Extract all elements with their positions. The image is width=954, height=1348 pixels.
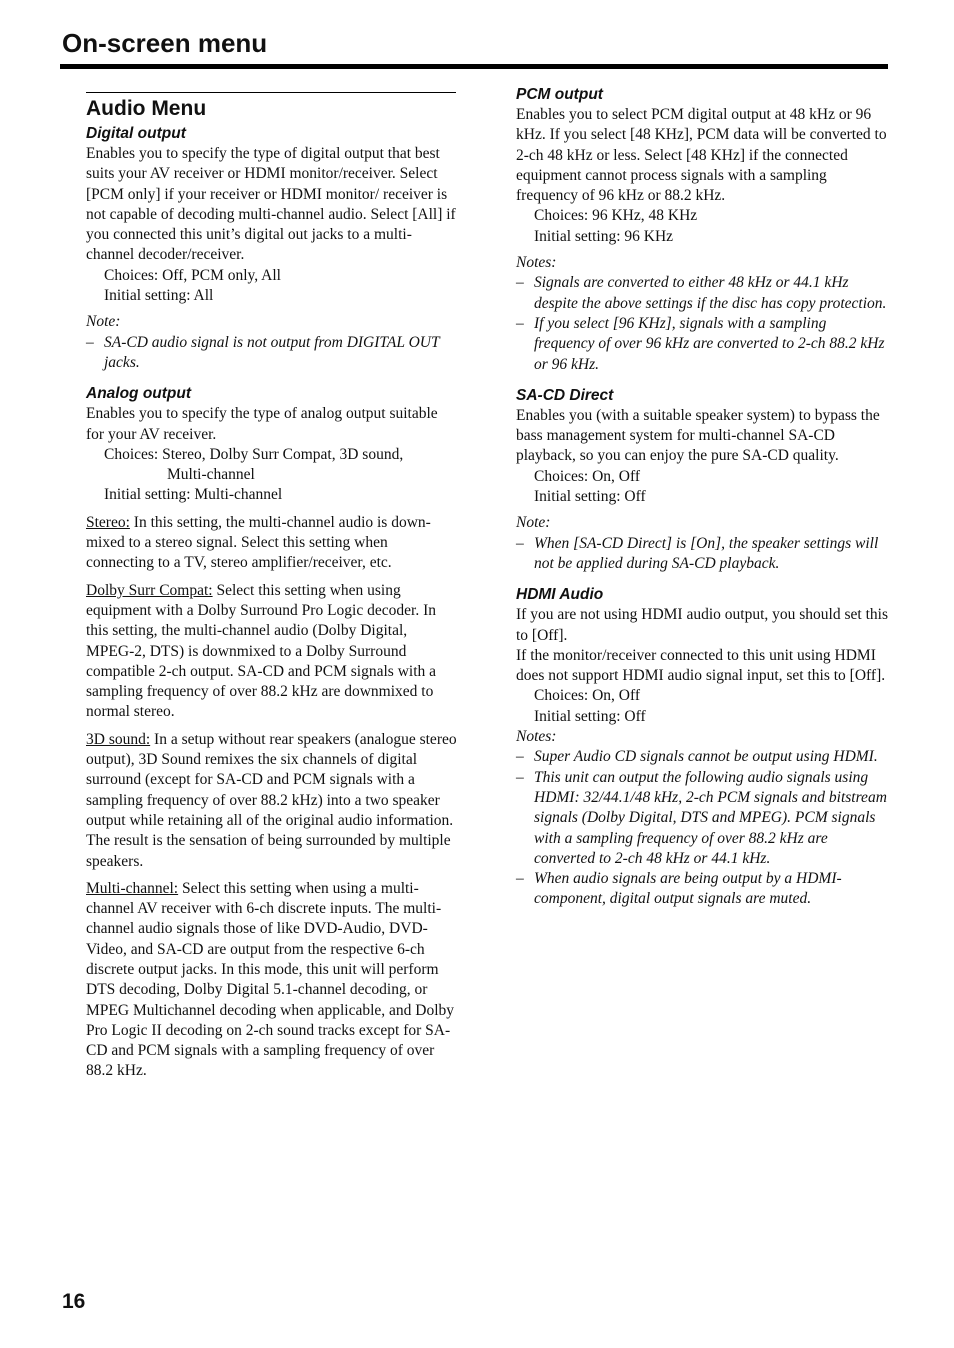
heading-digital-output: Digital output bbox=[86, 125, 186, 142]
stereo-term: Stereo: bbox=[86, 513, 130, 531]
section-title-audio-menu: Audio Menu bbox=[86, 97, 207, 120]
digital-output-choices: Choices: Off, PCM only, All bbox=[104, 266, 281, 284]
dolby-term: Dolby Surr Compat: bbox=[86, 581, 213, 599]
note-text: When audio signals are being output by a HDMI-component, digital output signals are muted. bbox=[534, 870, 842, 908]
section-rule bbox=[86, 92, 456, 93]
heading-pcm-output: PCM output bbox=[516, 86, 603, 103]
multi-channel-text: Select this setting when using a multi-channel AV receiver with 6-ch discrete inputs. The multi-channel audio signals those of like DVD-Audio, DVD-Video, and SA-CD are output from the respective 6-ch discrete output jacks. In this mode, this unit will perform DTS decoding, Dolby Digital 5.1-channel decoding, or MPEG Multichannel decoding when applicable, and Dolby Pro Logic II decoding on 2-ch sound tracks except for SA-CD and PCM signals with a sampling frequency of over 88.2 kHz. bbox=[86, 879, 455, 1080]
heading-hdmi-audio: HDMI Audio bbox=[516, 586, 604, 604]
note-dash: – bbox=[516, 748, 524, 766]
sacd-direct-initial: Initial setting: Off bbox=[534, 488, 646, 506]
pcm-output-note bbox=[516, 273, 888, 314]
note-text: When [SA-CD Direct] is [On], the speaker settings will not be applied during SA-CD playback. bbox=[534, 534, 879, 572]
sacd-direct-note bbox=[516, 534, 888, 575]
dolby-text: Select this setting when using equipment with a Dolby Surround Pro Logic decoder. In this setting, the multi-channel audio (Dolby Digital, MPEG-2, DTS) is downmixed to a Dolby Surround compatible 2-ch output. SA-CD and PCM signals with a sampling frequency of over 88.2 kHz are downmixed to normal stereo. bbox=[86, 581, 437, 721]
hdmi-audio-choices: Choices: On, Off bbox=[534, 687, 641, 705]
header-rule bbox=[60, 64, 888, 69]
digital-output-note-label: Note: bbox=[86, 313, 121, 331]
note-dash: – bbox=[516, 314, 524, 332]
heading-analog-output: Analog output bbox=[86, 385, 192, 403]
multi-channel-paragraph bbox=[86, 879, 458, 1082]
analog-output-body: Enables you to specify the type of analog output suitable for your AV receiver. bbox=[86, 405, 438, 443]
note-text: Super Audio CD signals cannot be output using HDMI. bbox=[534, 748, 878, 766]
left-column bbox=[86, 92, 458, 1082]
hdmi-audio-note bbox=[516, 747, 888, 767]
sound3d-term: 3D sound: bbox=[86, 730, 151, 748]
sound3d-paragraph bbox=[86, 730, 458, 872]
sacd-direct-note-label: Note: bbox=[516, 514, 551, 532]
page-header-title: On-screen menu bbox=[62, 28, 268, 58]
stereo-text: In this setting, the multi-channel audio is down-mixed to a stereo signal. Select this setting when connecting to a TV, stereo amplifier/receiver, etc. bbox=[86, 513, 431, 572]
note-dash: – bbox=[516, 534, 524, 552]
dolby-paragraph bbox=[86, 581, 458, 723]
hdmi-audio-note bbox=[516, 869, 888, 910]
hdmi-audio-notes-label: Notes: bbox=[516, 728, 557, 746]
analog-output-choices-cont: Multi-channel bbox=[167, 466, 255, 484]
note-dash: – bbox=[516, 274, 524, 292]
digital-output-initial: Initial setting: All bbox=[104, 287, 214, 305]
analog-output-choices: Choices: Stereo, Dolby Surr Compat, 3D sound, bbox=[104, 445, 404, 463]
stereo-paragraph bbox=[86, 513, 458, 574]
digital-output-note bbox=[86, 333, 458, 374]
note-text: SA-CD audio signal is not output from DIGITAL OUT jacks. bbox=[104, 333, 440, 371]
hdmi-audio-initial: Initial setting: Off bbox=[534, 707, 646, 725]
note-text: This unit can output the following audio signals using HDMI: 32/44.1/48 kHz, 2-ch PCM signals and bitstream signals (Dolby Digital, DTS and MPEG). PCM signals with a sampling frequency of over 88.2 kHz are converted to 2-ch 48 kHz or 44.1 kHz. bbox=[534, 768, 887, 867]
digital-output-body: Enables you to specify the type of digital output that best suits your AV receiver or HDMI monitor/receiver. Select [PCM only] if your receiver or HDMI monitor/ receiver is not capable of decoding multi-channel audio. Select [All] if you connected this unit’s digital out jacks to a multi-channel decoder/receiver. bbox=[86, 145, 456, 264]
analog-output-initial: Initial setting: Multi-channel bbox=[104, 486, 283, 504]
note-text: If you select [96 KHz], signals with a sampling frequency of over 96 kHz are converted to 2-ch 88.2 kHz or 96 kHz. bbox=[534, 314, 885, 373]
note-text: Signals are converted to either 48 kHz or 44.1 kHz despite the above settings if the disc has copy protection. bbox=[534, 274, 887, 312]
pcm-output-body: Enables you to select PCM digital output at 48 kHz or 96 kHz. If you select [48 KHz], PCM data will be converted to 2-ch 48 kHz or less. Select [48 KHz] if the connected equipment cannot process signals with a sampling frequency of 96 kHz or 88.2 kHz. bbox=[516, 106, 887, 205]
hdmi-audio-body-2: If the monitor/receiver connected to this unit using HDMI does not support HDMI audio signal input, set this to [Off]. bbox=[516, 646, 886, 685]
multi-channel-term: Multi-channel: bbox=[86, 879, 179, 897]
sacd-direct-choices: Choices: On, Off bbox=[534, 467, 641, 485]
right-column bbox=[516, 84, 888, 910]
page-number: 16 bbox=[62, 1290, 86, 1313]
note-dash: – bbox=[86, 333, 94, 351]
heading-sacd-direct: SA-CD Direct bbox=[516, 386, 614, 404]
pcm-output-notes-label: Notes: bbox=[516, 254, 557, 272]
hdmi-audio-body-1: If you are not using HDMI audio output, you should set this to [Off]. bbox=[516, 606, 888, 644]
note-dash: – bbox=[516, 870, 524, 888]
pcm-output-choices: Choices: 96 KHz, 48 KHz bbox=[534, 207, 698, 225]
note-dash: – bbox=[516, 768, 524, 786]
sound3d-text: In a setup without rear speakers (analogue stereo output), 3D Sound remixes the six channels of digital surround (except for SA-CD and PCM signals with a sampling frequency of over 88.2 kHz) into a two speaker output while retaining all of the original audio information. The result is the sensation of being surrounded by multiple speakers. bbox=[86, 730, 457, 870]
pcm-output-initial: Initial setting: 96 KHz bbox=[534, 227, 674, 245]
sacd-direct-body: Enables you (with a suitable speaker system) to bypass the bass management system for multi-channel SA-CD playback, so you can enjoy the pure SA-CD quality. bbox=[516, 406, 880, 465]
hdmi-audio-note bbox=[516, 768, 888, 869]
pcm-output-note bbox=[516, 314, 888, 375]
